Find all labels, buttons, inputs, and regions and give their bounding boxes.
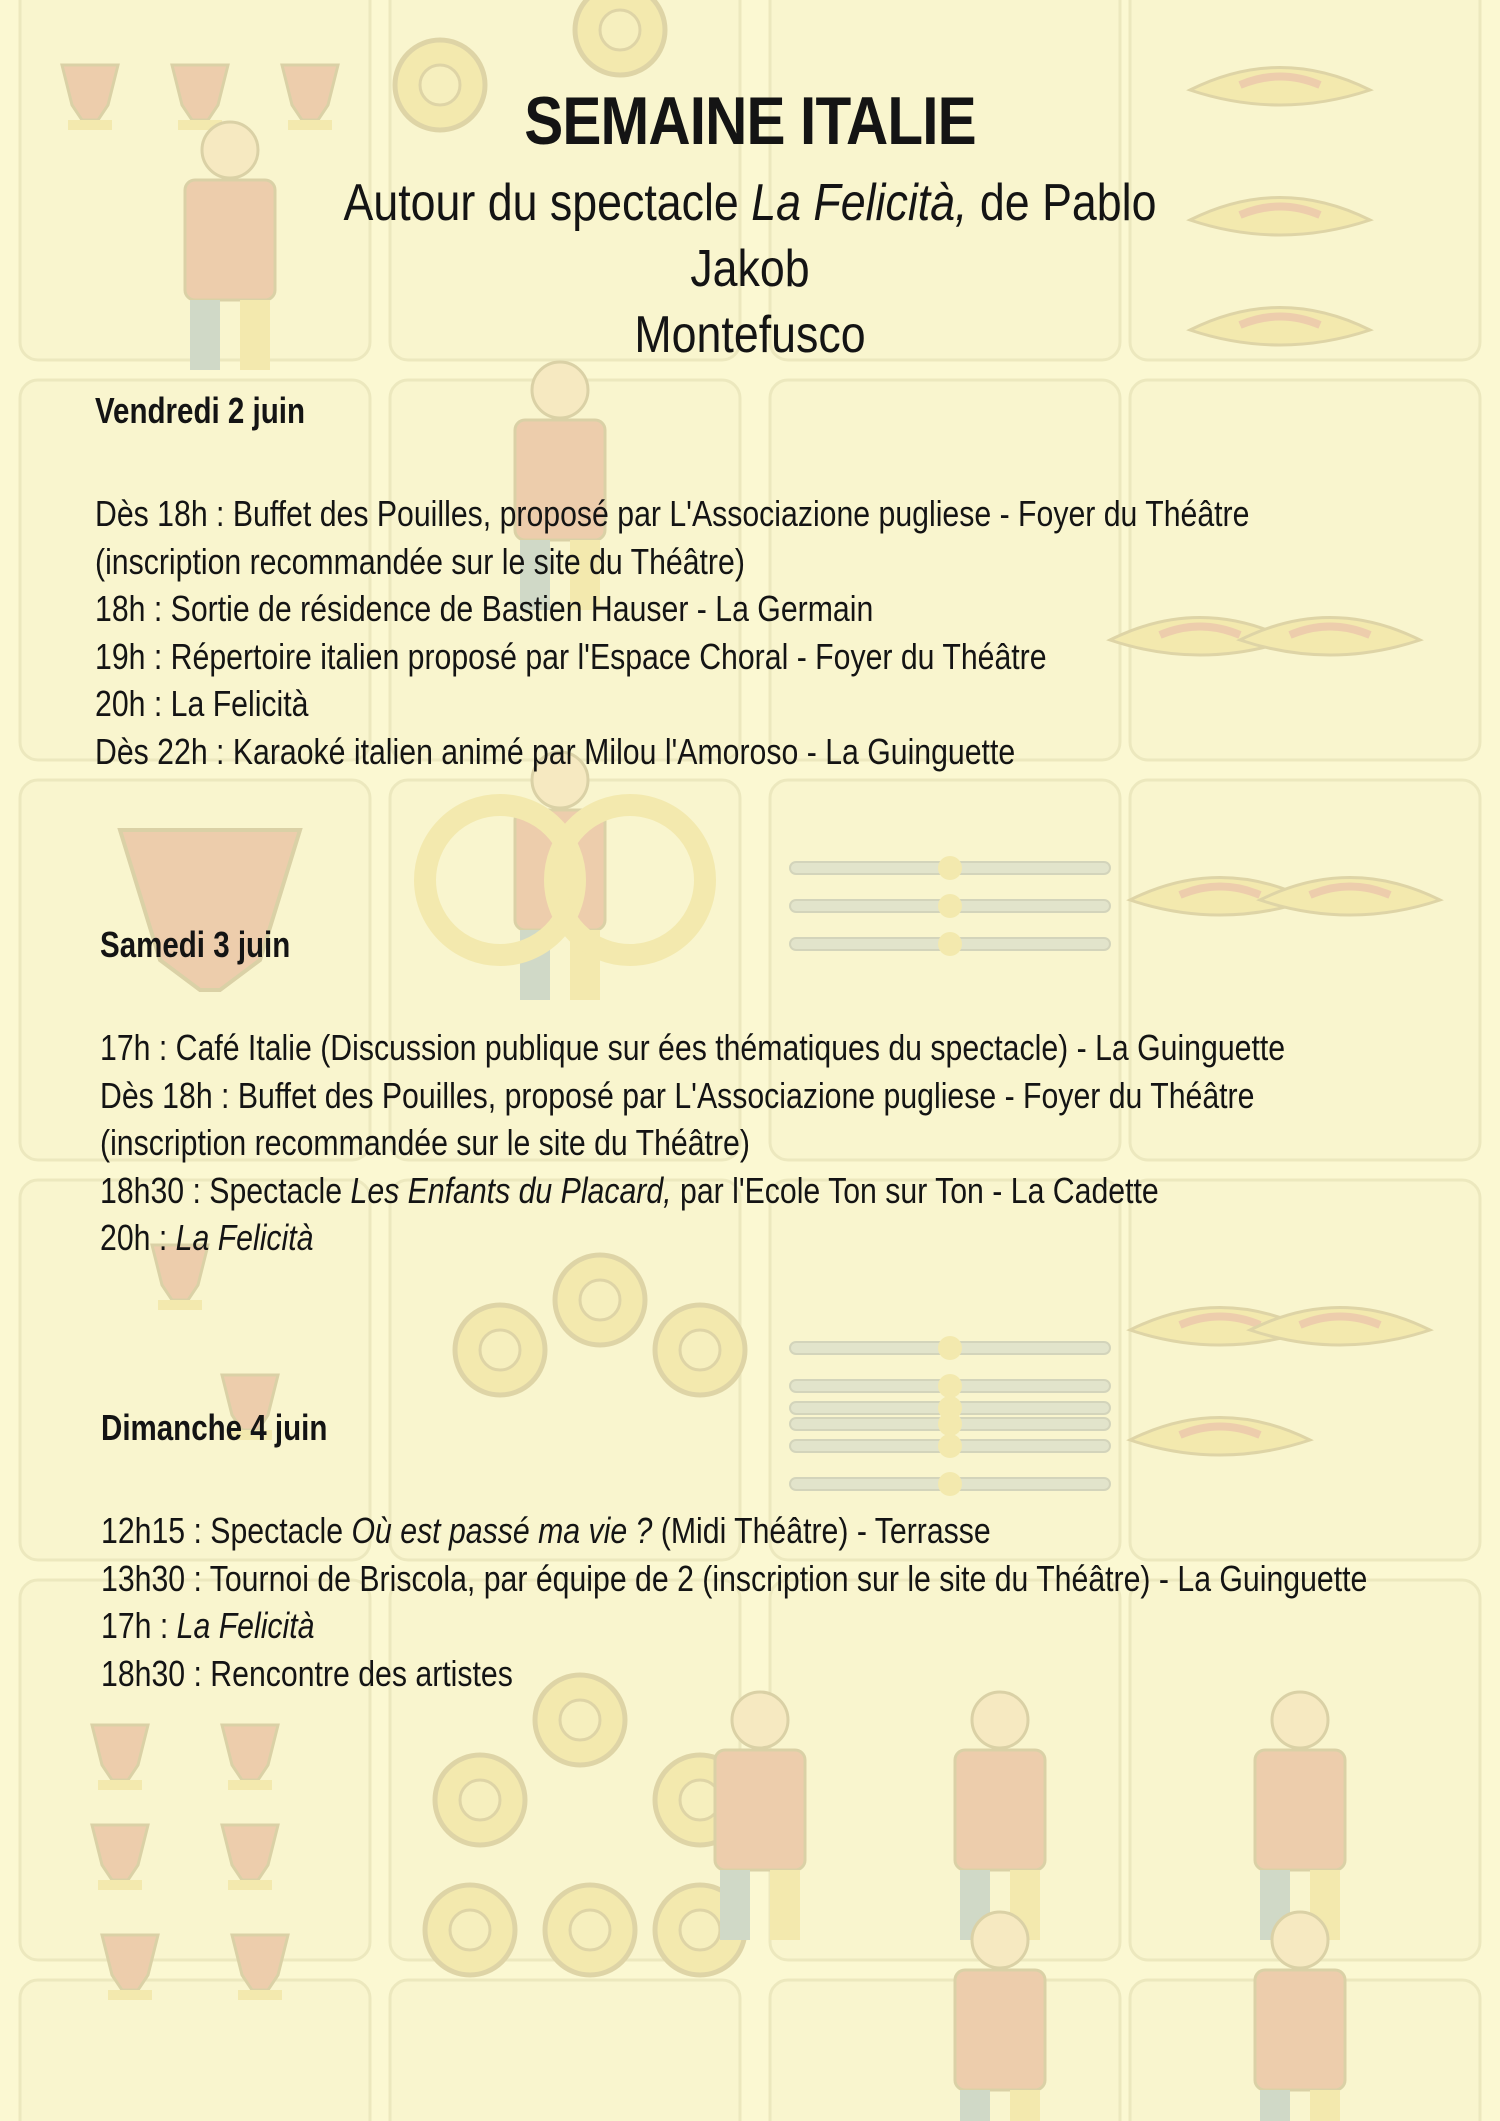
subtitle-show-title: La Felicità, [751,174,968,232]
event-italic-title: Où est passé ma vie ? [351,1510,653,1551]
subtitle-prefix: Autour du spectacle [343,174,752,232]
page-subtitle [320,170,1180,368]
event-line [101,1555,1368,1603]
event-text: Dès 22h : Karaoké italien animé par Milou l'Amoroso - La Guinguette [95,730,1016,772]
event-text: (inscription recommandée sur le site du Théâtre) [100,1122,750,1163]
event-italic-title: La Felicità [176,1605,315,1646]
event-line [95,585,1271,633]
event-line [101,1602,1277,1650]
day-title: Samedi 3 juin [100,924,291,965]
event-line [95,633,1271,681]
event-text: 18h : Sortie de résidence de Bastien Hauser - La Germain [95,588,874,629]
event-text: 20h : [100,1217,176,1258]
subtitle-line2: Montefusco [634,306,866,364]
event-italic-title: Les Enfants du Placard, [350,1169,672,1211]
event-line [100,1167,1276,1215]
event-line [95,490,1271,538]
event-italic-title: La Felicità [175,1217,314,1258]
event-line [100,1214,1276,1262]
event-text: 18h30 : Rencontre des artistes [101,1652,513,1694]
event-text: 20h : La Felicità [95,683,309,724]
event-line [100,1024,1286,1072]
day-friday [95,390,1495,775]
event-line [100,1119,1276,1167]
day-title: Dimanche 4 juin [101,1407,328,1448]
event-line [95,538,1271,586]
event-line [101,1507,1277,1555]
event-text: 13h30 : Tournoi de Briscola, par équipe de 2 (inscription sur le site du Théâtre) - La Guinguette [101,1557,1368,1599]
event-line [100,1072,1276,1120]
event-line [101,1650,1277,1698]
event-line [95,728,1271,776]
event-text: 17h : Café Italie (Discussion publique sur ées thématiques du spectacle) - La Guinguette [100,1027,1286,1068]
event-text: 12h15 : Spectacle [101,1510,352,1551]
event-text-end: (Midi Théâtre) - Terrasse [652,1510,991,1551]
day-title: Vendredi 2 juin [95,390,305,431]
page-title: SEMAINE ITALIE [524,83,976,159]
event-text: (inscription recommandée sur le site du Théâtre) [95,540,745,582]
event-text: 17h : [101,1605,177,1646]
day-saturday [100,924,1500,1262]
event-text: 18h30 : Spectacle [100,1169,351,1211]
event-text: Dès 18h : Buffet des Pouilles, proposé par L'Associazione pugliese - Foyer du Théâtre [100,1074,1255,1116]
event-text: 19h : Répertoire italien proposé par l'Espace Choral - Foyer du Théâtre [95,635,1047,677]
subtitle-suffix: de Pablo Jakob [690,174,1157,298]
event-text: Dès 18h : Buffet des Pouilles, proposé par L'Associazione pugliese - Foyer du Théâtre [95,493,1250,534]
event-line [95,680,1271,728]
event-text-end: par l'Ecole Ton sur Ton - La Cadette [671,1169,1159,1211]
day-sunday [101,1407,1500,1697]
